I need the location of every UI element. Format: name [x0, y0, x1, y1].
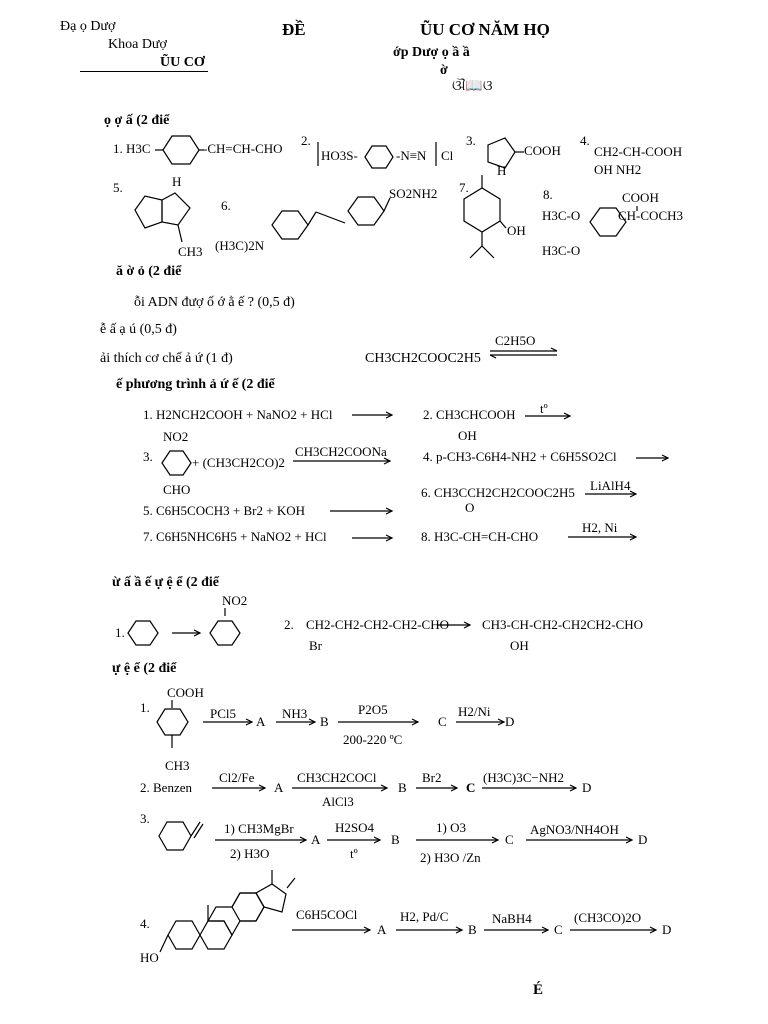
svg-text:H3C-O: H3C-O	[542, 208, 581, 223]
svg-text:A: A	[377, 922, 387, 937]
svg-text:CH3: CH3	[165, 758, 190, 773]
svg-text:D: D	[638, 832, 648, 847]
svg-text:(H3C)2N: (H3C)2N	[215, 238, 265, 253]
svg-text:HO3S-: HO3S-	[321, 148, 358, 163]
q3-heading: ế phương trình ả ứ ế (2 điể	[116, 377, 275, 392]
svg-text:NO2: NO2	[163, 429, 189, 444]
svg-text:O: O	[465, 500, 475, 515]
svg-text:B: B	[398, 780, 407, 795]
svg-text:7. C6H5NHC6H5 + NaNO2 + HCl: 7. C6H5NHC6H5 + NaNO2 + HCl	[143, 529, 327, 544]
svg-text:NaBH4: NaBH4	[492, 911, 532, 926]
svg-text:H2, Pd/C: H2, Pd/C	[400, 909, 449, 924]
svg-text:A: A	[274, 780, 284, 795]
school-name: Đạ ọ Dượ	[60, 19, 116, 34]
svg-text:H3C-O: H3C-O	[542, 243, 581, 258]
svg-text:C: C	[466, 780, 476, 795]
svg-text:NO2: NO2	[222, 593, 248, 608]
svg-text:CH2-CH-COOH: CH2-CH-COOH	[594, 144, 683, 159]
svg-text:3.: 3.	[143, 449, 153, 464]
svg-text:6.: 6.	[221, 198, 231, 213]
svg-text:B: B	[391, 832, 400, 847]
q1-heading: ọ ợ ấ (2 điể	[104, 113, 170, 128]
svg-text:H2/Ni: H2/Ni	[458, 704, 491, 719]
cyclohexanone-ring	[159, 822, 191, 850]
q2-a: ỗi ADN đượ ố ớ ằ ế ? (0,5 đ)	[134, 295, 295, 310]
svg-text:2) H3O /Zn: 2) H3O /Zn	[420, 850, 481, 865]
svg-text:-N≡N: -N≡N	[396, 148, 427, 163]
svg-text:OH: OH	[458, 428, 477, 443]
svg-text:Cl: Cl	[441, 148, 454, 163]
ornament: ଔ📖ଓ	[452, 79, 493, 94]
svg-text:COOH: COOH	[167, 685, 204, 700]
svg-text:D: D	[505, 714, 515, 729]
footer-end-mark: É	[533, 982, 544, 998]
svg-text:OH NH2: OH NH2	[594, 162, 642, 177]
svg-text:(H3C)3C−NH2: (H3C)3C−NH2	[483, 770, 564, 785]
svg-text:1) O3: 1) O3	[436, 820, 466, 835]
svg-text:H2, Ni: H2, Ni	[582, 520, 618, 535]
svg-text:AgNO3/NH4OH: AgNO3/NH4OH	[530, 822, 619, 837]
svg-text:8. H3C-CH=CH-CHO: 8. H3C-CH=CH-CHO	[421, 529, 539, 544]
svg-text:C6H5COCl: C6H5COCl	[296, 907, 358, 922]
q4-heading: ừ ấ ầ ế ự ệ ể (2 điể	[112, 575, 219, 590]
svg-text:2.: 2.	[284, 617, 294, 632]
svg-text:2.: 2.	[301, 133, 311, 148]
svg-text:H2SO4: H2SO4	[335, 820, 375, 835]
svg-text:1) CH3MgBr: 1) CH3MgBr	[224, 821, 294, 836]
q2-c-reagent: C2H5O	[495, 333, 536, 348]
svg-text:2) H3O: 2) H3O	[230, 846, 270, 861]
svg-text:NH3: NH3	[282, 706, 308, 721]
svg-text:COOH: COOH	[524, 143, 561, 158]
svg-text:A: A	[256, 714, 266, 729]
svg-text:4. p-CH3-C6H4-NH2 + C6H5SO2Cl: 4. p-CH3-C6H4-NH2 + C6H5SO2Cl	[423, 449, 617, 464]
svg-text:COOH: COOH	[622, 190, 659, 205]
q2-heading: ă ờ ỏ (2 điể	[116, 264, 182, 279]
svg-text:tº: tº	[540, 401, 548, 416]
svg-text:Cl2/Fe: Cl2/Fe	[219, 770, 255, 785]
svg-text:CH3CH2COCl: CH3CH2COCl	[297, 770, 377, 785]
svg-text:CH3-CH-CH2-CH2CH2-CHO: CH3-CH-CH2-CH2CH2-CHO	[482, 617, 644, 632]
svg-text:C: C	[554, 922, 563, 937]
svg-text:C: C	[438, 714, 447, 729]
svg-text:D: D	[582, 780, 592, 795]
svg-text:1.: 1.	[115, 625, 125, 640]
svg-text:OH: OH	[507, 223, 526, 238]
svg-text:PCl5: PCl5	[210, 706, 237, 721]
svg-text:LiAlH4: LiAlH4	[590, 478, 631, 493]
svg-text:1. H2NCH2COOH + NaNO2 + HCl: 1. H2NCH2COOH + NaNO2 + HCl	[143, 407, 333, 422]
svg-text:2. Benzen: 2. Benzen	[140, 780, 192, 795]
svg-text:6. CH3CCH2CH2COOC2H5: 6. CH3CCH2CH2COOC2H5	[421, 485, 575, 500]
svg-text:CH-COCH3: CH-COCH3	[618, 208, 684, 223]
exam-title: ŨU CƠ NĂM HỌ	[420, 20, 550, 39]
faculty-name: Khoa Dượ	[108, 37, 167, 52]
svg-text:200-220 ºC: 200-220 ºC	[343, 732, 403, 747]
svg-text:+ (CH3CH2CO)2: + (CH3CH2CO)2	[192, 455, 285, 470]
svg-text:CHO: CHO	[163, 482, 191, 497]
svg-text:D: D	[662, 922, 672, 937]
svg-text:HO: HO	[140, 950, 159, 965]
svg-text:B: B	[320, 714, 329, 729]
svg-text:7.: 7.	[459, 180, 469, 195]
exam-subtitle: ớp Dượ ọ ầ ầ	[393, 45, 470, 60]
exam-subtitle-2: ờ	[440, 63, 448, 78]
svg-text:CH3: CH3	[178, 244, 203, 259]
svg-text:4.: 4.	[140, 916, 150, 931]
svg-text:Br: Br	[309, 638, 322, 653]
svg-text:AlCl3: AlCl3	[322, 794, 354, 809]
svg-text:C: C	[505, 832, 514, 847]
svg-text:(CH3CO)2O: (CH3CO)2O	[574, 910, 642, 925]
svg-text:CH3CH2COONa: CH3CH2COONa	[295, 444, 387, 459]
svg-text:1.: 1.	[140, 700, 150, 715]
svg-text:SO2NH2: SO2NH2	[389, 186, 438, 201]
svg-text:8.: 8.	[543, 187, 553, 202]
q1-1-label: 1. H3C	[113, 141, 151, 156]
svg-text:CH2-CH2-CH2-CH2-CHO: CH2-CH2-CH2-CH2-CHO	[306, 617, 449, 632]
svg-text:H: H	[172, 174, 182, 189]
exam-title-de: ĐỀ	[282, 20, 306, 39]
svg-text:Br2: Br2	[422, 770, 442, 785]
svg-text:3.: 3.	[466, 133, 476, 148]
svg-text:3.: 3.	[140, 811, 150, 826]
steroid-skeleton	[160, 870, 295, 952]
q2-b: ễ ấ ạ ú (0,5 đ)	[100, 322, 177, 337]
svg-text:tº: tº	[350, 846, 358, 861]
dept-name: ŨU CƠ	[160, 55, 205, 70]
svg-text:4.: 4.	[580, 133, 590, 148]
svg-text:OH: OH	[510, 638, 529, 653]
svg-text:B: B	[468, 922, 477, 937]
svg-text:2. CH3CHCOOH: 2. CH3CHCOOH	[423, 407, 516, 422]
svg-text:A: A	[311, 832, 321, 847]
svg-text:P2O5: P2O5	[358, 702, 388, 717]
q2-c-reaction: CH3CH2COOC2H5	[365, 351, 481, 366]
q5-heading: ự ệ ể (2 điể	[112, 661, 177, 676]
svg-text:H: H	[497, 163, 507, 178]
q2-c: ải thích cơ chế ả ứ (1 đ)	[100, 351, 233, 366]
svg-text:5.: 5.	[113, 180, 123, 195]
svg-text:5. C6H5COCH3 + Br2 + KOH: 5. C6H5COCH3 + Br2 + KOH	[143, 503, 306, 518]
svg-text:-CH=CH-CHO: -CH=CH-CHO	[203, 141, 283, 156]
